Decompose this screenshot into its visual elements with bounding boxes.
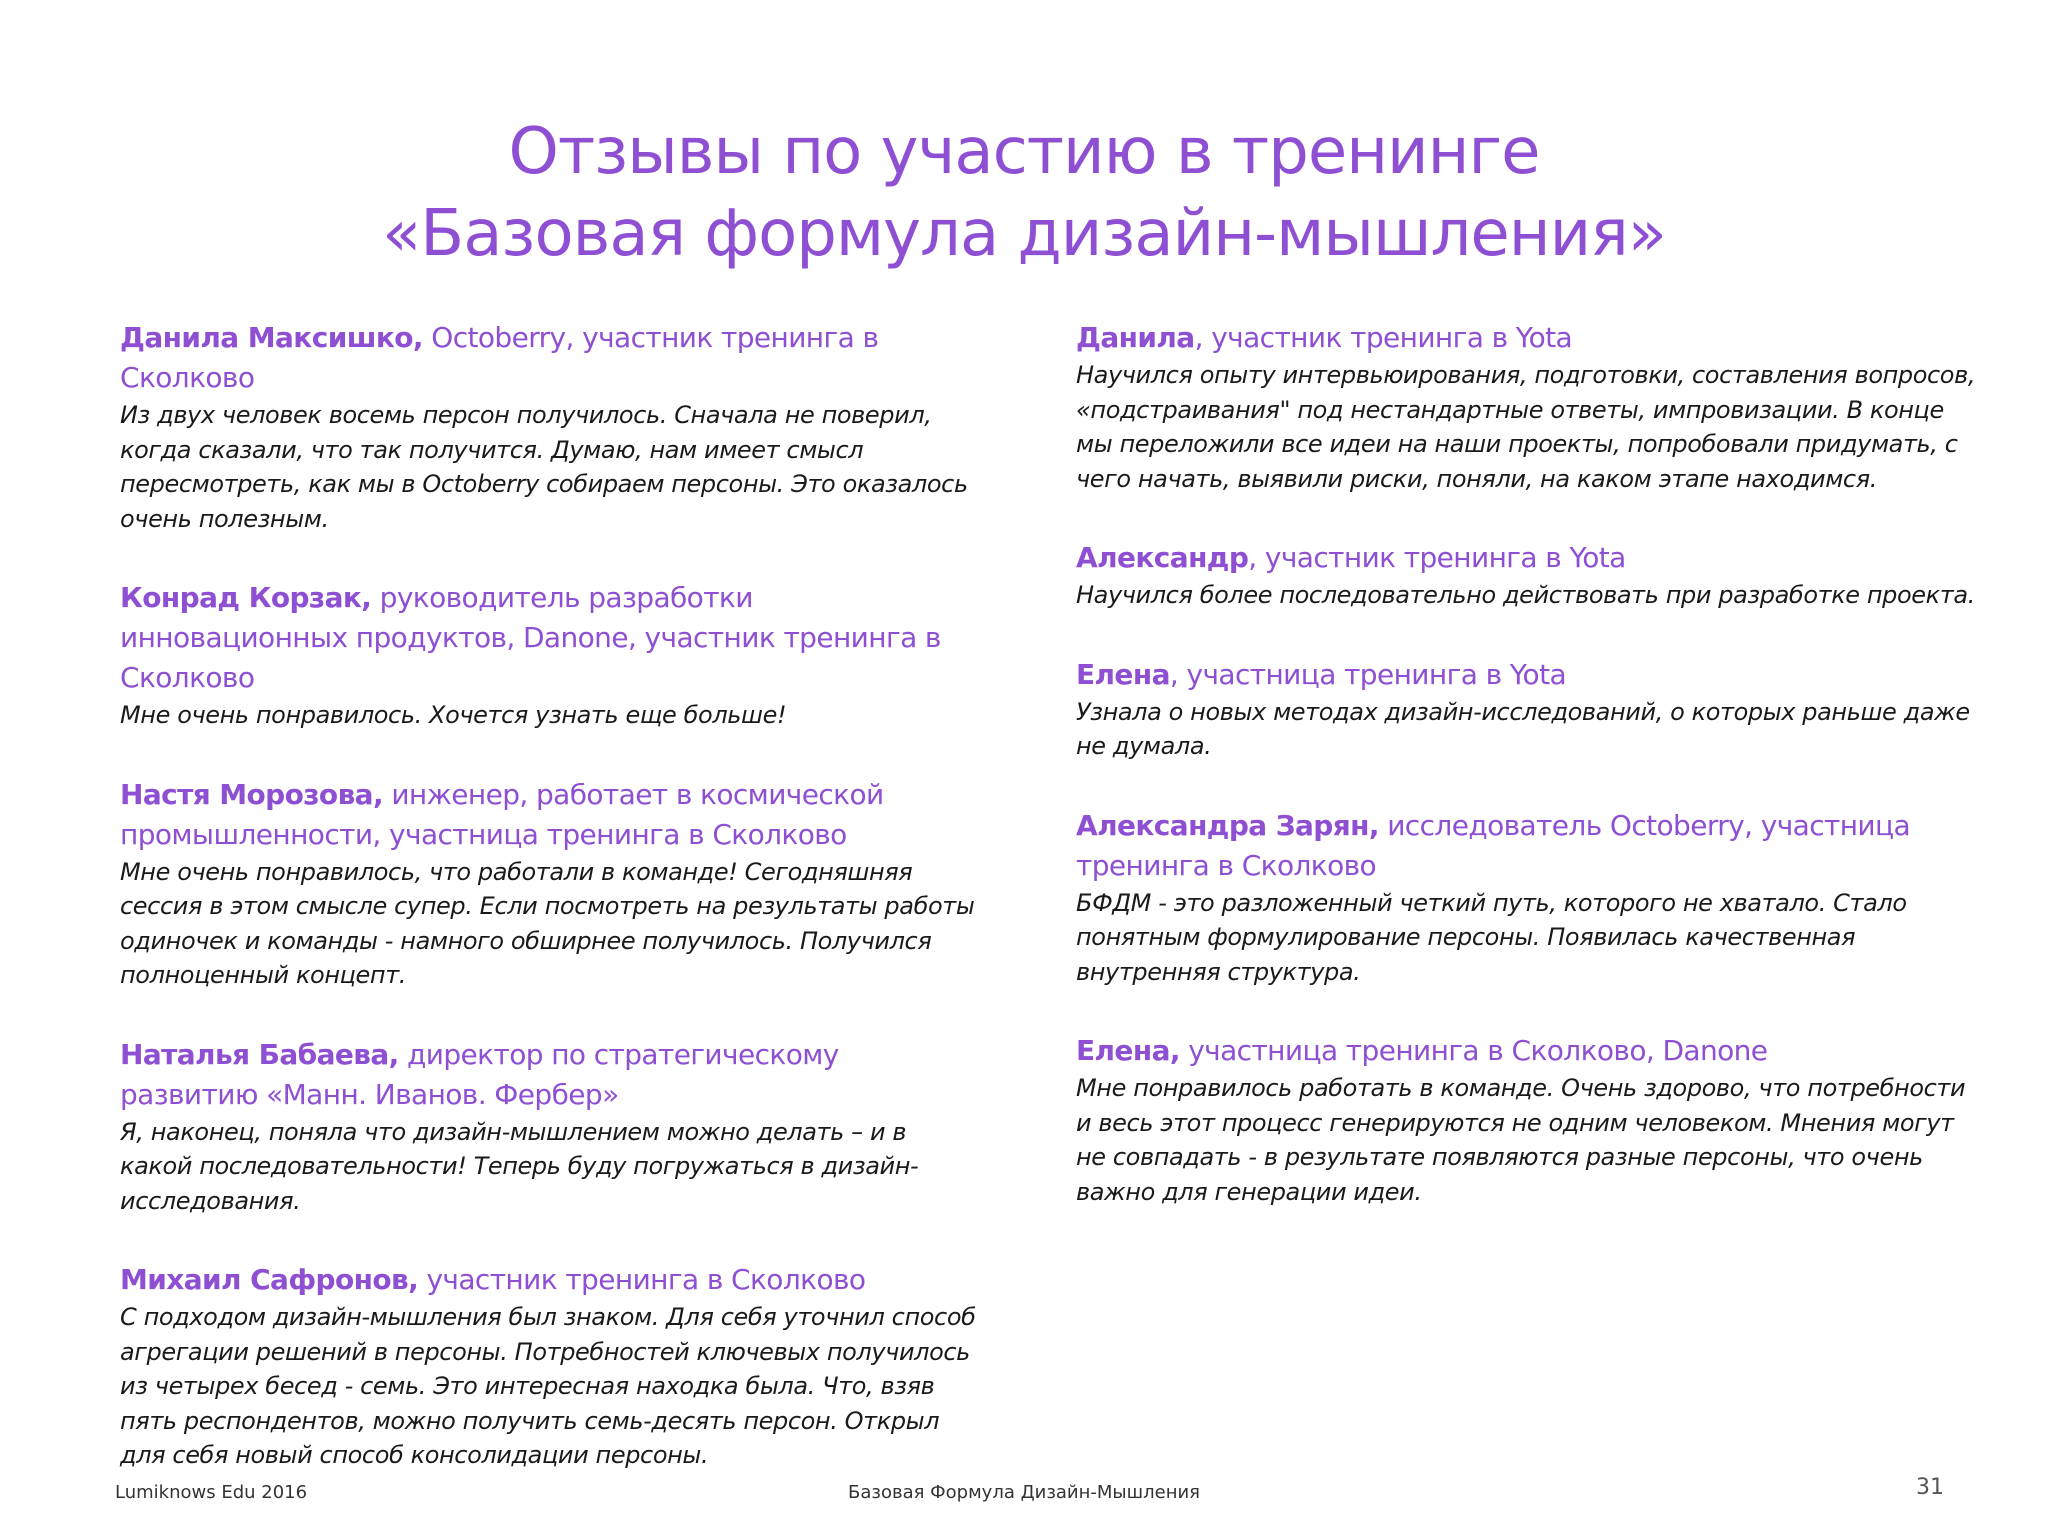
reviewer-role: инженер, работает в космической промышленности, участница тренинга в Сколково — [120, 777, 884, 851]
reviewer-name: Данила Максишко, — [120, 321, 423, 354]
review-header — [1076, 1031, 1976, 1071]
reviewer-name: Настя Морозова, — [120, 777, 384, 811]
reviewer-role: , участница тренинга в Yota — [1169, 657, 1567, 691]
reviewer-name: Михаил Сафронов, — [120, 1263, 419, 1296]
review-header — [1076, 655, 1976, 695]
review-text: Мне очень понравилось, что работали в команде! Сегодняшняя сессия в этом смысле супер. Если посмотреть на результаты работы одиночек и команды - намного обширнее получилось. Получился полноценный концепт. — [120, 857, 975, 989]
page-title — [0, 111, 2048, 275]
review-text: Узнала о новых методах дизайн-исследований, о которых раньше даже не думала. — [1076, 697, 1970, 760]
review-item — [120, 1035, 980, 1219]
review-item — [1076, 655, 1976, 764]
reviewer-role: руководитель разработки инновационных продуктов, Danone, участник тренинга в Сколково — [120, 581, 941, 694]
reviewer-role: участница тренинга в Сколково, Danone — [1179, 1034, 1768, 1067]
review-header — [1076, 538, 1976, 578]
review-header — [120, 578, 980, 698]
footer-brand: Lumiknows Edu 2016 — [115, 1482, 308, 1503]
right-column — [1076, 318, 1976, 1209]
review-header — [1076, 806, 1976, 886]
left-column — [120, 318, 980, 1473]
review-header — [120, 1260, 980, 1300]
review-text: Научился опыту интервьюирования, подготовки, составления вопросов, «подстраивания" под нестандартные ответы, импровизации. В конце мы переложили все идеи на наши проекты, попробовали придумать, с чего начать, выявили риски, поняли, на каком этапе находимся. — [1076, 361, 1976, 493]
reviewer-name: Конрад Корзак, — [120, 581, 372, 614]
review-item — [120, 318, 980, 536]
review-text: Я, наконец, поняла что дизайн-мышлением можно делать – и в какой последовательности! Теперь буду погружаться в дизайн-исследования. — [120, 1117, 919, 1215]
reviewer-role: директор по стратегическому развитию «Манн. Иванов. Фербер» — [120, 1037, 839, 1111]
review-item — [1076, 538, 1976, 613]
review-item — [120, 775, 980, 993]
reviewer-name: Александр — [1076, 541, 1249, 574]
review-item — [120, 578, 980, 733]
footer-title: Базовая Формула Дизайн-Мышления — [848, 1482, 1200, 1503]
review-item — [120, 1260, 980, 1473]
review-item — [1076, 318, 1976, 496]
reviewer-role: участник тренинга в Сколково — [418, 1263, 866, 1296]
title-line-2: «Базовая формула дизайн-мышления» — [382, 196, 1666, 271]
review-text: БФДМ - это разложенный четкий путь, которого не хватало. Стало понятным формулирование персоны. Появилась качественная внутренняя структура. — [1076, 888, 1907, 986]
review-item — [1076, 806, 1976, 990]
review-text: Мне понравилось работать в команде. Очень здорово, что потребности и весь этот процесс генерируются не одним человеком. Мнения могут не совпадать - в результате появляются разные персоны, что очень важно для генерации идеи. — [1076, 1074, 1966, 1206]
reviewer-name: Наталья Бабаева, — [120, 1037, 399, 1071]
reviewer-name: Данила — [1076, 321, 1195, 354]
reviewer-role: , участник тренинга в Yota — [1248, 541, 1626, 574]
page-number: 31 — [1916, 1475, 1944, 1500]
review-item — [1076, 1031, 1976, 1209]
review-text: Из двух человек восемь персон получилось. Сначала не поверил, когда сказали, что так получится. Думаю, нам имеет смысл пересмотреть, как мы в Octoberry собираем персоны. Это оказалось очень полезным. — [120, 401, 968, 533]
review-header — [120, 1035, 980, 1115]
reviewer-role: исследователь Octoberry, участница тренинга в Сколково — [1076, 808, 1911, 882]
reviewer-name: Елена, — [1076, 1034, 1180, 1067]
review-header — [120, 775, 980, 855]
review-text: Научился более последовательно действовать при разработке проекта. — [1076, 581, 1975, 609]
review-text: Мне очень понравилось. Хочется узнать еще больше! — [120, 701, 787, 729]
review-header — [120, 318, 980, 398]
title-line-1: Отзывы по участию в тренинге — [508, 114, 1540, 189]
reviewer-role: , участник тренинга в Yota — [1194, 321, 1573, 354]
review-text: С подходом дизайн-мышления был знаком. Для себя уточнил способ агрегации решений в персоны. Потребностей ключевых получилось из четырех бесед - семь. Это интересная находка была. Что, взяв пять респондентов, можно получить семь-десять персон. Открыл для себя новый способ консолидации персоны. — [120, 1303, 976, 1469]
review-header — [1076, 318, 1976, 358]
reviewer-name: Александра Зарян, — [1076, 808, 1379, 842]
reviewer-name: Елена — [1076, 657, 1170, 691]
reviewer-role: Octoberry, участник тренинга в Сколково — [120, 321, 879, 394]
